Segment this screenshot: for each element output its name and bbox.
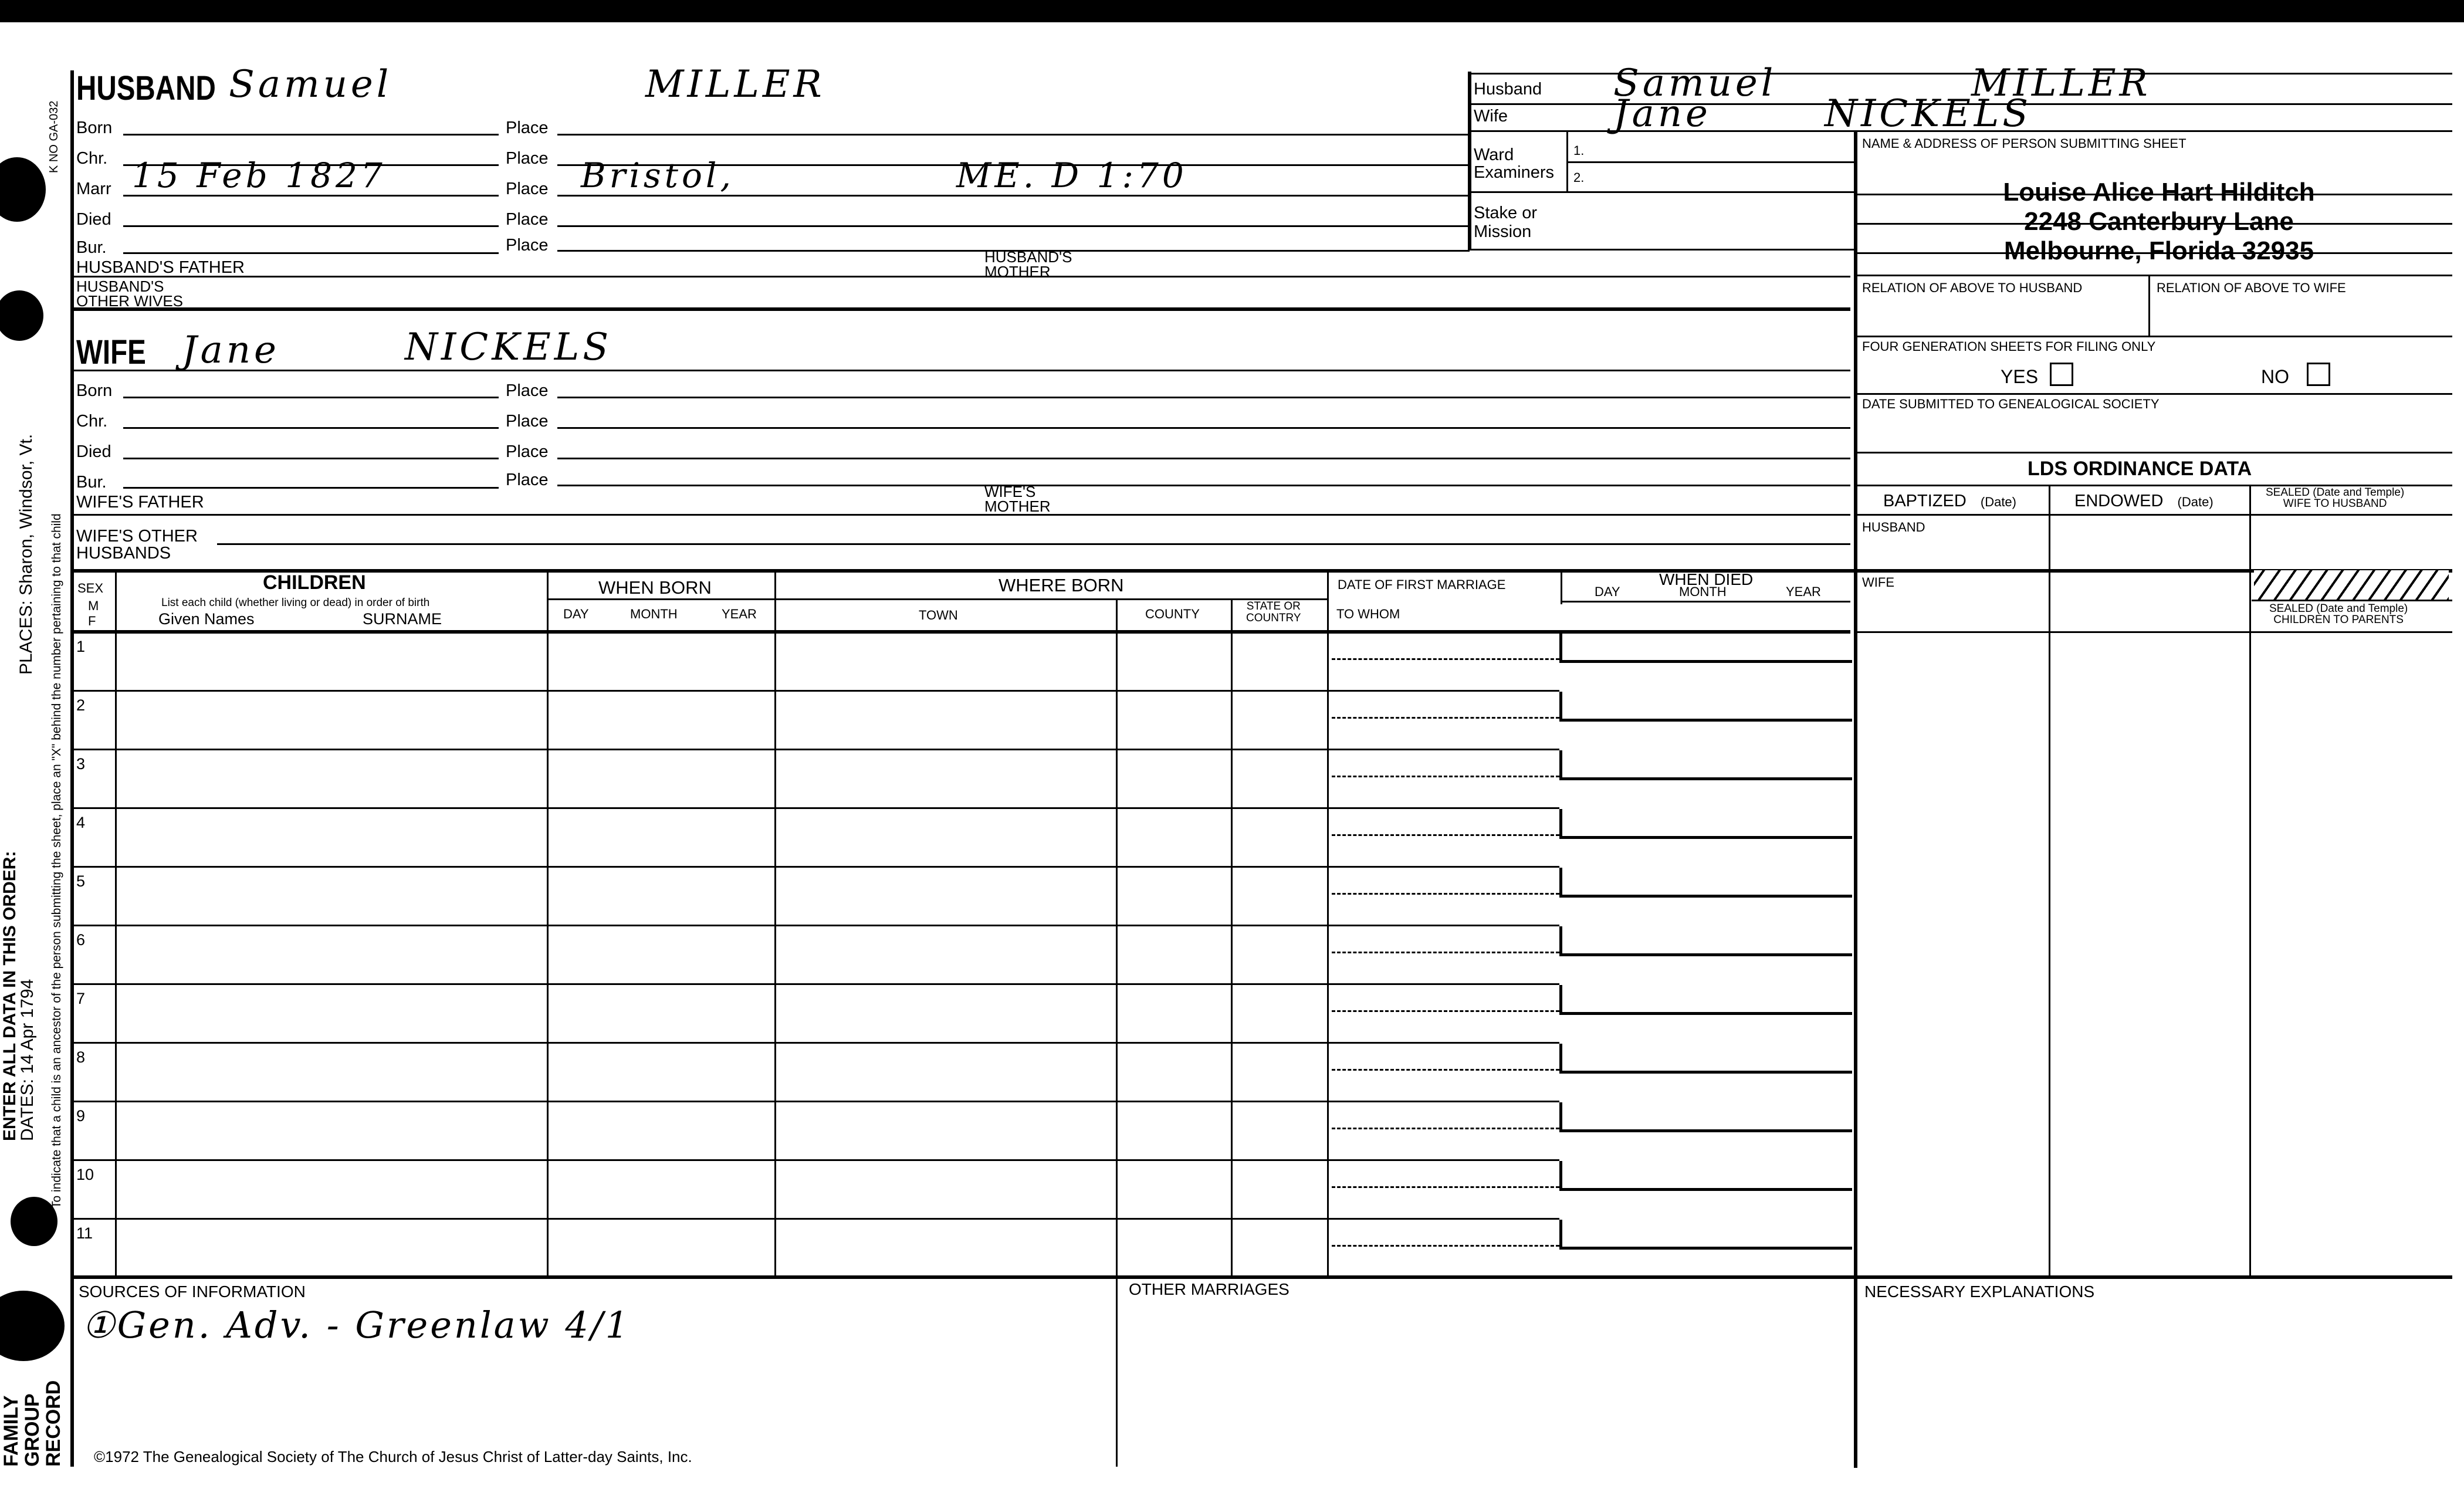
- husbands-other-wives-label: HUSBAND'S OTHER WIVES: [76, 277, 184, 310]
- child-marriage-line[interactable]: [1332, 952, 1559, 953]
- sources-label: SOURCES OF INFORMATION: [79, 1282, 306, 1301]
- rp-wife-label: Wife: [1474, 107, 1508, 126]
- husband-surname[interactable]: MILLER: [645, 63, 825, 106]
- margin-places: PLACES: Sharon, Windsor, Vt.: [16, 434, 36, 675]
- lds-title: LDS ORDINANCE DATA: [2028, 458, 2252, 480]
- husband-chr-label: Chr.: [76, 149, 108, 168]
- husband-marr-place-ref[interactable]: ME. D 1:70: [956, 155, 1187, 195]
- examiner-2: 2.: [1573, 170, 1585, 185]
- form-code: K NO GA-032: [48, 100, 60, 173]
- col-town-right: [1116, 598, 1118, 1277]
- born-month: MONTH: [630, 607, 678, 621]
- wife-chr-place-label: Place: [506, 412, 549, 431]
- submitter-city: Melbourne, Florida 32935: [2003, 236, 2314, 265]
- baptized-label: BAPTIZED (Date): [1883, 492, 2016, 510]
- child-marriage-line[interactable]: [1332, 1010, 1559, 1012]
- wife-name-line: [73, 370, 1850, 371]
- four-gen-bottom: [1856, 393, 2452, 395]
- sex-header: SEX: [77, 581, 104, 595]
- rp-husband-given[interactable]: Samuel: [1613, 62, 1777, 105]
- where-born-header: WHERE BORN: [999, 575, 1124, 595]
- child-marriage-line[interactable]: [1332, 1069, 1559, 1071]
- children-note: List each child (whether living or dead) in order of birth: [161, 597, 430, 609]
- rp-wife-line: [1468, 130, 1855, 132]
- scan-top-border: [0, 0, 2464, 22]
- husband-marr-label: Marr: [76, 180, 111, 198]
- when-born-sub-line: [547, 598, 1327, 600]
- husband-born-place-line: [557, 134, 1470, 136]
- child-marriage-line[interactable]: [1332, 1245, 1559, 1247]
- submitter-bottom: [1856, 275, 2452, 276]
- child-marriage-line[interactable]: [1332, 834, 1559, 836]
- child-row-divider: [73, 1042, 1559, 1044]
- rp-wife-given[interactable]: Jane: [1613, 92, 1711, 136]
- husband-died-place-label: Place: [506, 210, 549, 229]
- margin-record: RECORD: [42, 1380, 65, 1467]
- child-row-divider: [73, 1218, 1559, 1220]
- wife-surname[interactable]: NICKELS: [405, 326, 612, 369]
- when-died-underline: [1561, 601, 1850, 603]
- husbands-mother-label: HUSBAND'S MOTHER: [984, 248, 1072, 280]
- lds-div-2: [2249, 485, 2251, 1277]
- husband-section-bottom: [73, 307, 1850, 311]
- died-year: YEAR: [1786, 584, 1821, 599]
- wifes-father-label: WIFE'S FATHER: [76, 493, 204, 512]
- wifes-father-line: [73, 514, 1850, 516]
- town-header: TOWN: [919, 608, 958, 622]
- lds-header-bottom: [1856, 514, 2452, 516]
- wife-given-name[interactable]: Jane: [182, 329, 280, 372]
- submitter-label: NAME & ADDRESS OF PERSON SUBMITTING SHEET: [1862, 136, 2187, 151]
- child-marriage-line[interactable]: [1332, 893, 1559, 895]
- relation-husband-label: RELATION OF ABOVE TO HUSBAND: [1862, 280, 2083, 295]
- wife-chr-line: [123, 427, 499, 429]
- husband-bur-line: [123, 252, 499, 254]
- husband-died-label: Died: [76, 210, 111, 229]
- col-children-right: [547, 569, 549, 1277]
- child-when-died-box[interactable]: [1559, 985, 1852, 1015]
- husbands-father-line: [73, 276, 1850, 277]
- child-row-number: 11: [76, 1224, 93, 1242]
- lds-div-1: [2049, 485, 2050, 1277]
- four-gen-no-label: NO: [2261, 366, 2289, 387]
- child-row-divider: [73, 1101, 1559, 1102]
- husband-marr-line: [123, 195, 499, 197]
- child-when-died-box[interactable]: [1559, 1044, 1852, 1074]
- endowed-label: ENDOWED (Date): [2074, 492, 2213, 510]
- four-gen-label: FOUR GENERATION SHEETS FOR FILING ONLY: [1862, 339, 2156, 354]
- col-state-right: [1327, 569, 1329, 1277]
- child-marriage-line[interactable]: [1332, 1128, 1559, 1129]
- child-when-died-box[interactable]: [1559, 750, 1852, 780]
- submitter-line-1: [1856, 194, 2452, 195]
- submitter-line-3: [1856, 252, 2452, 254]
- four-gen-yes-label: YES: [2001, 366, 2039, 387]
- child-when-died-box[interactable]: [1559, 633, 1852, 663]
- ward-label: Ward: [1474, 145, 1514, 164]
- child-when-died-box[interactable]: [1559, 1220, 1852, 1250]
- sex-f: F: [88, 614, 96, 628]
- husband-died-line: [123, 225, 499, 227]
- first-marriage-header: DATE OF FIRST MARRIAGE: [1338, 577, 1506, 592]
- husband-born-place-label: Place: [506, 119, 549, 137]
- date-submitted-bottom: [1856, 452, 2452, 453]
- child-when-died-box[interactable]: [1559, 692, 1852, 722]
- husband-bur-label: Bur.: [76, 238, 107, 257]
- copyright: ©1972 The Genealogical Society of The Church of Jesus Christ of Latter-day Saints, Inc.: [94, 1448, 692, 1465]
- col-sex-right: [115, 569, 117, 1277]
- county-header: COUNTY: [1145, 607, 1200, 621]
- husband-chr-place-label: Place: [506, 149, 549, 168]
- wife-bur-place-line: [557, 485, 1850, 486]
- husband-born-label: Born: [76, 119, 113, 137]
- margin-group: GROUP: [21, 1393, 43, 1467]
- given-names-header: Given Names: [158, 610, 255, 628]
- col-whenborn-right: [774, 569, 776, 1277]
- col-firstmarr-right: [1561, 569, 1562, 604]
- child-when-died-box[interactable]: [1559, 1102, 1852, 1132]
- other-marriages-border: [1116, 1275, 1118, 1467]
- wife-born-label: Born: [76, 381, 113, 400]
- punch-hole-1: [0, 157, 46, 222]
- husband-given-name[interactable]: Samuel: [229, 63, 392, 106]
- right-panel-border: [1468, 72, 1471, 250]
- child-marriage-line[interactable]: [1332, 776, 1559, 777]
- stake-bottom-line: [1468, 249, 1854, 251]
- wifes-other-husbands-line: [217, 543, 1850, 545]
- child-row-number: 2: [76, 696, 86, 714]
- child-row-number: 1: [76, 638, 86, 655]
- examiners-label: Examiners: [1474, 163, 1554, 182]
- relation-bottom: [1856, 336, 2452, 337]
- wife-died-line: [123, 458, 499, 459]
- child-row-divider: [73, 749, 1559, 750]
- punch-hole-2: [0, 290, 43, 341]
- margin-dates: DATES: 14 Apr 1794: [18, 979, 37, 1141]
- sealed-wife-label: SEALED (Date and Temple) WIFE TO HUSBAND: [2266, 486, 2405, 510]
- when-died-header: WHEN DIED: [1659, 570, 1754, 588]
- relation-divider: [2148, 275, 2150, 337]
- child-row-number: 3: [76, 755, 86, 773]
- wife-born-line: [123, 397, 499, 398]
- submitter-street: 2248 Canterbury Lane: [2024, 207, 2294, 236]
- wife-bur-line: [123, 487, 499, 489]
- child-row-number: 5: [76, 872, 86, 890]
- wife-heading: WIFE: [76, 333, 146, 371]
- rp-husband-surname[interactable]: MILLER: [1971, 62, 2151, 105]
- to-whom-header: TO WHOM: [1336, 607, 1400, 621]
- wife-chr-label: Chr.: [76, 412, 108, 431]
- lds-husband-row: HUSBAND: [1862, 520, 1925, 534]
- child-when-died-box[interactable]: [1559, 926, 1852, 956]
- husband-heading: HUSBAND: [76, 69, 216, 107]
- necessary-label: NECESSARY EXPLANATIONS: [1864, 1282, 2095, 1301]
- col-county-right: [1231, 598, 1233, 1277]
- submitter-left-border: [1854, 130, 1857, 1468]
- rp-wife-surname[interactable]: NICKELS: [1825, 92, 2032, 136]
- child-row-number: 6: [76, 931, 86, 949]
- wifes-other-husbands-label: WIFE'S OTHER HUSBANDS: [76, 527, 198, 563]
- child-marriage-line[interactable]: [1332, 658, 1559, 660]
- husband-marr-place-line: [557, 195, 1470, 197]
- margin-instruction: To indicate that a child is an ancestor of the person submitting the sheet, place an "X" behind the number pertaining to that child: [50, 513, 63, 1209]
- ward-bottom-line: [1468, 191, 1854, 193]
- husband-marr-place-label: Place: [506, 180, 549, 198]
- wife-chr-place-line: [557, 427, 1850, 429]
- stake-label: Stake or Mission: [1474, 204, 1537, 241]
- submitter-name: Louise Alice Hart Hilditch: [2003, 178, 2315, 207]
- lds-wife-bottom: [1856, 631, 2452, 633]
- surname-header: SURNAME: [363, 610, 442, 628]
- child-row-divider: [73, 807, 1559, 809]
- wife-section-bottom: [73, 569, 2452, 573]
- submitter-line-2: [1856, 223, 2452, 225]
- wife-died-label: Died: [76, 442, 111, 461]
- child-marriage-line[interactable]: [1332, 1186, 1559, 1188]
- child-row-divider: [73, 925, 1559, 926]
- other-marriages-label: OTHER MARRIAGES: [1129, 1280, 1289, 1298]
- wife-bur-label: Bur.: [76, 473, 107, 492]
- margin-enter-all: ENTER ALL DATA IN THIS ORDER:: [0, 851, 19, 1141]
- wife-bur-place-label: Place: [506, 471, 549, 489]
- child-row-number: 8: [76, 1048, 86, 1066]
- child-row-divider: [73, 1159, 1559, 1161]
- wife-born-place-line: [557, 397, 1850, 398]
- child-row-divider: [73, 690, 1559, 692]
- children-header: CHILDREN: [263, 571, 366, 594]
- child-when-died-box[interactable]: [1559, 868, 1852, 898]
- husband-bur-place-label: Place: [506, 236, 549, 255]
- punch-hole-4: [0, 1291, 65, 1361]
- born-year: YEAR: [722, 607, 757, 621]
- child-when-died-box[interactable]: [1559, 1161, 1852, 1191]
- four-gen-no-checkbox[interactable]: [2307, 363, 2330, 386]
- wifes-mother-label: WIFE'S MOTHER: [984, 483, 1051, 515]
- rp-wife-line-right: [1855, 130, 2452, 132]
- husband-born-line: [123, 134, 499, 136]
- state-header: STATE OR COUNTRY: [1246, 600, 1301, 624]
- examiner-1: 1.: [1573, 143, 1585, 158]
- lds-wife-top: [2252, 600, 2452, 601]
- child-row-divider: [73, 866, 1559, 868]
- child-row-divider: [73, 983, 1559, 985]
- wife-died-place-line: [557, 458, 1850, 459]
- sex-m: M: [88, 598, 99, 613]
- date-submitted-label: DATE SUBMITTED TO GENEALOGICAL SOCIETY: [1862, 397, 2160, 411]
- examiner-1-line: [1566, 161, 1854, 163]
- born-day: DAY: [563, 607, 589, 621]
- husband-marr-date[interactable]: 15 Feb 1827: [132, 155, 386, 195]
- rp-husband-label: Husband: [1474, 80, 1542, 99]
- died-day: DAY: [1595, 584, 1620, 599]
- lds-wife-row: WIFE: [1862, 575, 1894, 590]
- four-gen-yes-checkbox[interactable]: [2050, 363, 2073, 386]
- children-table-bottom: [73, 1275, 2452, 1279]
- frame-left: [70, 70, 74, 1467]
- child-row-number: 10: [76, 1166, 94, 1183]
- child-marriage-line[interactable]: [1332, 717, 1559, 719]
- husband-marr-place[interactable]: Bristol,: [581, 155, 735, 195]
- sources-value[interactable]: ①Gen. Adv. - Greenlaw 4/1: [82, 1304, 631, 1346]
- husbands-father-label: HUSBAND'S FATHER: [76, 258, 245, 277]
- child-when-died-box[interactable]: [1559, 809, 1852, 839]
- relation-wife-label: RELATION OF ABOVE TO WIFE: [2157, 280, 2346, 295]
- sealed-children-label: SEALED (Date and Temple) CHILDREN TO PARENTS: [2269, 603, 2408, 626]
- child-row-number: 9: [76, 1107, 86, 1125]
- wife-died-place-label: Place: [506, 442, 549, 461]
- child-row-number: 4: [76, 814, 86, 831]
- child-row-number: 7: [76, 990, 86, 1007]
- when-born-header: WHEN BORN: [598, 577, 712, 598]
- wife-born-place-label: Place: [506, 381, 549, 400]
- margin-family: FAMILY: [0, 1395, 22, 1467]
- died-month: MONTH: [1679, 584, 1727, 599]
- sealed-hatched-area: [2254, 570, 2449, 601]
- husband-died-place-line: [557, 225, 1470, 227]
